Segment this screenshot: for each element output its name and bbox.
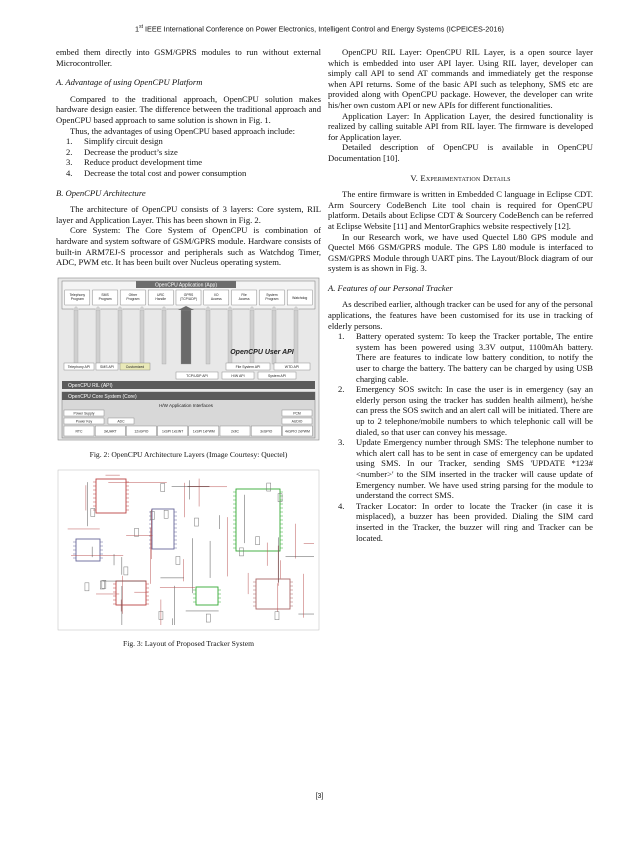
hw-box-label: Power Key — [75, 419, 93, 424]
interface-arrow — [140, 310, 144, 364]
right-column — [328, 47, 593, 543]
hw-box-label: RTC — [75, 429, 83, 434]
app-box-label: File Access — [238, 292, 250, 301]
hw-box-label: 4xGPIO 2xPWM — [284, 429, 310, 434]
intro-paragraph: embed them directly into GSM/GPRS modules to run without external Microcontroller. — [56, 47, 321, 68]
list-item: 3. Reduce product development time — [66, 157, 203, 168]
tracker-schematic — [56, 469, 321, 631]
hw-title: H/W Application Interfaces — [159, 402, 213, 408]
interface-arrow — [294, 310, 298, 364]
user-api-label: OpenCPU User API — [230, 348, 294, 356]
api-box-label: File System API — [235, 364, 261, 369]
api-box-label: H/W API — [231, 373, 245, 378]
advantages-list — [56, 136, 321, 178]
hw-box-label: ADC — [117, 419, 125, 424]
list-item: 2. Emergency SOS switch: In case the user is in emergency (say an elderly person using the tracker has sudden health ailment), he/she can press the SOS switch and an alert call will be initiated. There are up to 2 telephone/mobile numbers to which telephonic call will be dialed, so that user can convey his message. — [338, 384, 593, 437]
app-box-label: GPRS (TCP/UDP) — [179, 292, 198, 301]
paragraph: The entire firmware is written in Embedded C language in Eclipse CDT. Arm Sourcery CodeBench Lite tool chain is required for OpenCPU platform. Details about Eclipse CDT & Sourcery CodeBench can be referred at Eclipse Website [11] and MentorGraphics website respectively [12]. — [328, 189, 593, 231]
api-box-label: WTD API — [284, 364, 300, 369]
architecture-diagram — [56, 276, 321, 442]
paragraph: Thus, the advantages of using OpenCPU based approach include: — [70, 125, 296, 136]
figure-2-architecture — [56, 276, 321, 445]
ril-title: OpenCPU RIL (API) — [68, 382, 113, 389]
interface-arrow — [162, 310, 166, 364]
api-box-label: Customized — [125, 364, 145, 369]
figure-3-layout — [56, 469, 321, 634]
figure-3-caption: Fig. 3: Layout of Proposed Tracker System — [123, 639, 254, 649]
hw-box-label: 1xSPI 1xEINT — [161, 429, 184, 434]
core-title: OpenCPU Core System (Core) — [68, 393, 137, 400]
app-box-label: I/O Access — [210, 292, 222, 301]
hw-box-label: 3xGPIO — [260, 429, 273, 434]
hw-box-label: 1xSPI 1xPWM — [192, 429, 215, 434]
paragraph: Core System: The Core System of OpenCPU is combination of hardware and system software of GSM/GPRS module. Hardware consists of built-in ARM7EJ-S processor and peripherals such as Watchdog Timer, ADC, PWM etc. It has been built over Nucleus operating system. — [56, 225, 321, 268]
hw-box-label: PCM — [293, 411, 301, 416]
section-heading: V. Experimentation Details — [410, 172, 511, 183]
paragraph: Compared to the traditional approach, OpenCPU solution makes hardware design easier. The difference between the traditional approach and OpenCPU based approach to same solution is shown in Fig. 1. — [56, 93, 321, 125]
paragraph: Detailed description of OpenCPU is available in OpenCPU Documentation [10]. — [328, 142, 593, 163]
interface-arrow — [74, 310, 78, 364]
app-box-label: URC Handle — [155, 292, 167, 301]
conference-header: 1st IEEE International Conference on Power Electronics, Intelligent Control and Energy Systems (ICPEICES-2016) — [135, 24, 504, 34]
api-box-label: TCP/UDP API — [186, 373, 208, 378]
paragraph: As described earlier, although tracker can be used for any of the personal applications, the features have been customised for its use in tracking of elderly persons. — [328, 299, 593, 331]
api-box-label: System API — [267, 373, 287, 378]
interface-arrow — [96, 310, 100, 364]
features-list — [328, 331, 593, 543]
list-item: 2. Decrease the product’s size — [66, 146, 178, 157]
paragraph: OpenCPU RIL Layer: OpenCPU RIL Layer, is a open source layer which is embedded into user API layer. Using RIL layer, developer can simply call API to send AT commands and immediately get the response when API returns. Some of the basic API such as telephony, SMS etc are provided along with OpenCPU package. However, the developer can write his/her own custom API or new APIs for different functionalities. — [328, 47, 593, 110]
section-heading: B. OpenCPU Architecture — [56, 187, 146, 198]
app-box-label: SMS Program — [98, 292, 112, 301]
api-box-label: Telephony API — [67, 364, 91, 369]
app-box-label: Telephony Program — [69, 292, 86, 301]
list-item: 1. Simplify circuit design — [66, 136, 163, 147]
hw-box-label: 12xGPIO — [134, 429, 149, 434]
interface-arrow — [118, 310, 122, 364]
hw-box-label: Power Supply — [73, 411, 95, 416]
paragraph: Application Layer: In Application Layer, the desired functionality is realized by calling suitable API from RIL layer. The firmware is developed for Application layer. — [328, 110, 593, 142]
api-box-label: SMS API — [99, 364, 115, 369]
figure-2-caption: Fig. 2: OpenCPU Architecture Layers (Image Courtesy: Quectel) — [89, 450, 288, 460]
list-item: 1. Battery operated system: To keep the Tracker portable, The entire system has been powered using 3.3V output, 1100mAh battery. There are features to indicate low battery condition, to notify the user to charge the battery. The battery can be charged by using USB charging cable. — [338, 331, 593, 384]
app-box-label: Watchdog — [292, 295, 308, 300]
list-item: 4. Decrease the total cost and power consumption — [66, 167, 247, 178]
paragraph: The architecture of OpenCPU consists of 3 layers: Core system, RIL layer and Application Layer. This has been shown in Fig. 2. — [56, 204, 321, 225]
app-box-label: Other Program — [126, 292, 140, 301]
list-item: 3. Update Emergency number through SMS: The telephone number to which alert call has to be sent in case of emergency can be updated using SMS. In our Tracker, sending SMS 'UPDATE *123# <number>' to the SIM inserted in the tracker will cause update of Emergency number. We have used string parsing for the module to understand the correct SMS. — [338, 437, 593, 501]
section-heading: A. Advantage of using OpenCPU Platform — [56, 77, 203, 88]
interface-arrow — [206, 310, 210, 364]
section-heading: A. Features of our Personal Tracker — [328, 282, 453, 293]
left-column — [56, 47, 321, 658]
interface-arrow — [181, 310, 191, 364]
app-box-label: System Program — [265, 292, 279, 301]
page-number: [3] — [315, 793, 324, 800]
paragraph: In our Research work, we have used Quectel L80 GPS module and Quectel M66 GSM/GPRS module. The GPS L80 module is interfaced to GSM/GPRS Module through UART pins. The Layout/Block diagram of our system is as shown in Fig. 3. — [328, 231, 593, 274]
list-item: 4. Tracker Locator: In order to locate the Tracker (in case it is misplaced), a buzzer has been provided. Dialing the SIM card inserted in the Tracker, the buzzer will ring and Tracker can be located. — [338, 500, 593, 543]
hw-box-label: 3xUART — [103, 429, 117, 434]
hw-box-label: 2xIIC — [231, 429, 239, 434]
hw-box-label: AUDIO — [291, 419, 303, 424]
app-title: OpenCPU Application (App) — [155, 282, 217, 289]
